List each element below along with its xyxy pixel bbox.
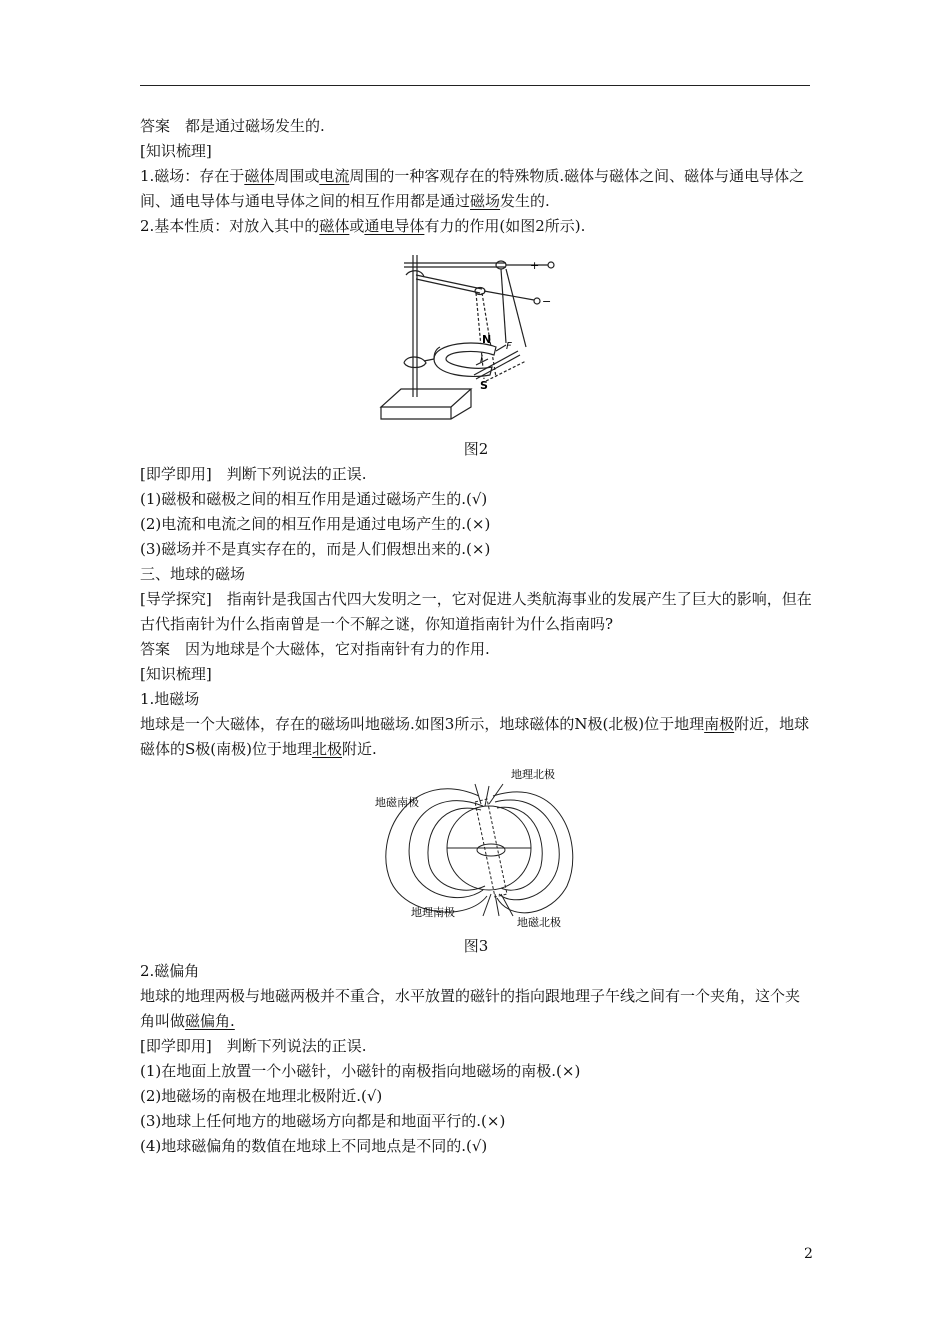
practice-heading: [即学即用] 判断下列说法的正误. bbox=[140, 1037, 367, 1055]
judgment-item: (3)磁场并不是真实存在的，而是人们假想出来的.(×) bbox=[140, 540, 491, 558]
label-n: N bbox=[482, 333, 492, 346]
judgment-item: (1)在地面上放置一个小磁针，小磁针的南极指向地磁场的南极.(×) bbox=[140, 1062, 581, 1080]
label-f: F bbox=[506, 341, 512, 352]
label-mag-north: 地磁北极 bbox=[517, 916, 561, 929]
answer-line: 答案 都是通过磁场发生的. bbox=[140, 117, 325, 135]
paragraph-basic-property: 2.基本性质：对放入其中的磁体或通电导体有力的作用(如图2所示). bbox=[140, 217, 586, 235]
judgment-item: (1)磁极和磁极之间的相互作用是通过磁场产生的.(√) bbox=[140, 490, 488, 508]
explore-paragraph: [导学探究] 指南针是我国古代四大发明之一，它对促进人类航海事业的发展产生了巨大的影响，但在古代指南针为什么指南曾是一个不解之谜，你知道指南针为什么指南吗? bbox=[140, 590, 812, 633]
figure-2-caption: 图2 bbox=[463, 440, 489, 458]
label-minus: − bbox=[542, 295, 552, 308]
subheading-declination: 2.磁偏角 bbox=[140, 962, 200, 980]
practice-heading: [即学即用] 判断下列说法的正误. bbox=[140, 465, 367, 483]
earth-field-illustration bbox=[371, 766, 581, 934]
section-heading: [知识梳理] bbox=[140, 142, 212, 160]
paragraph-geomagnetic-field: 地球是一个大磁体，存在的磁场叫地磁场.如图3所示，地球磁体的N极(北极)位于地理南极附近，地球磁体的S极(南极)位于地理北极附近. bbox=[140, 715, 810, 758]
label-mag-south: 地磁南极 bbox=[375, 796, 419, 809]
figure-2 bbox=[376, 247, 576, 437]
figure-3 bbox=[371, 766, 581, 934]
judgment-item: (2)地磁场的南极在地理北极附近.(√) bbox=[140, 1087, 383, 1105]
label-plus: + bbox=[530, 259, 540, 272]
judgment-item: (4)地球磁偏角的数值在地球上不同地点是不同的.(√) bbox=[140, 1137, 488, 1155]
paragraph-magnetic-field: 1.磁场：存在于磁体周围或电流周围的一种客观存在的特殊物质.磁体与磁体之间、磁体与通电导体之间、通电导体与通电导体之间的相互作用都是通过磁场发生的. bbox=[140, 167, 805, 210]
judgment-item: (3)地球上任何地方的地磁场方向都是和地面平行的.(×) bbox=[140, 1112, 506, 1130]
paragraph-declination: 地球的地理两极与地磁两极并不重合，水平放置的磁针的指向跟地理子午线之间有一个夹角，这个夹角叫做磁偏角. bbox=[140, 987, 801, 1030]
label-geo-north: 地理北极 bbox=[511, 768, 555, 781]
apparatus-illustration bbox=[376, 247, 576, 437]
header-rule bbox=[140, 85, 810, 86]
label-geo-south: 地理南极 bbox=[411, 906, 455, 919]
section-title-earth-field: 三、地球的磁场 bbox=[140, 565, 246, 583]
answer-line: 答案 因为地球是个大磁体，它对指南针有力的作用. bbox=[140, 640, 490, 658]
judgment-item: (2)电流和电流之间的相互作用是通过电场产生的.(×) bbox=[140, 515, 491, 533]
page-number: 2 bbox=[804, 1246, 813, 1262]
subheading-geomagnetic-field: 1.地磁场 bbox=[140, 690, 200, 708]
label-i: I bbox=[480, 354, 483, 365]
section-heading: [知识梳理] bbox=[140, 665, 212, 683]
figure-3-caption: 图3 bbox=[463, 937, 489, 955]
document-body bbox=[140, 114, 812, 1159]
label-s: S bbox=[480, 379, 488, 392]
